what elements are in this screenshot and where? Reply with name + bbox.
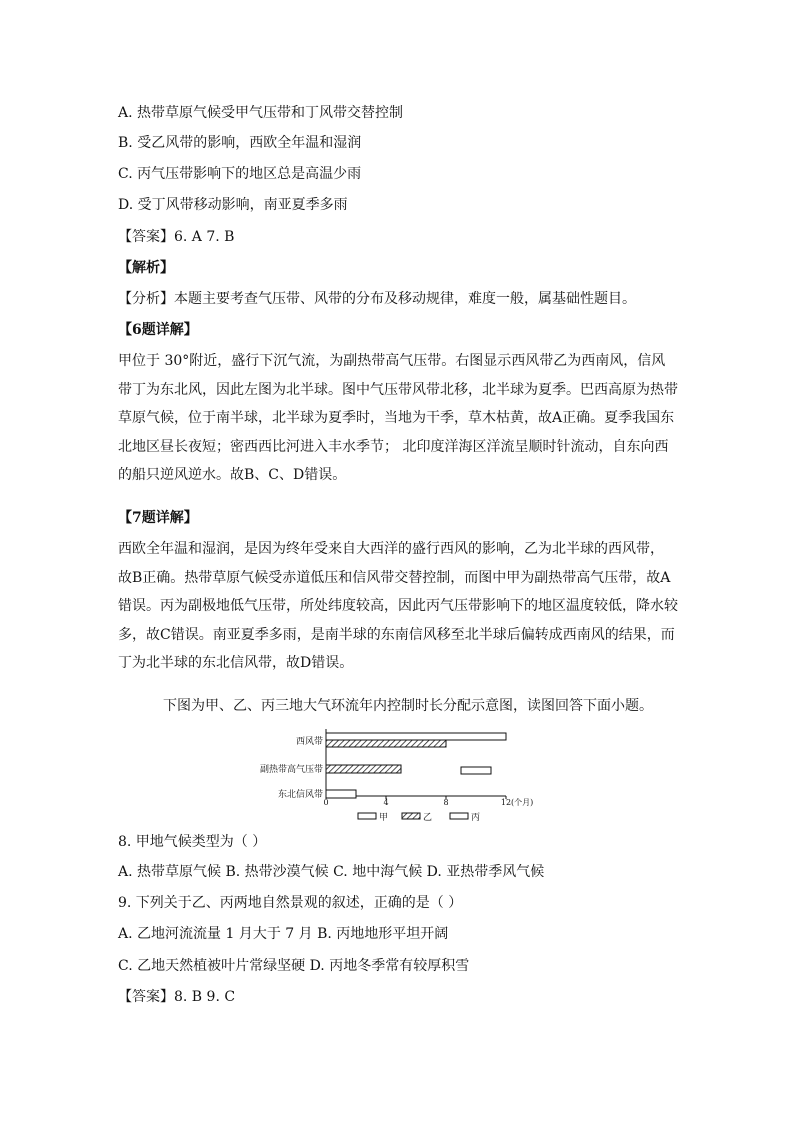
detail-7-heading: 【7题详解】 (118, 510, 198, 526)
detail-6-line: 北地区昼长夜短；密西西比河进入丰水季节； 北印度洋海区洋流呈顺时针流动，自东向西 (118, 438, 669, 455)
bar-segment-丙 (461, 767, 491, 774)
q6-option-b: B. 受乙风带的影响，西欧全年温和湿润 (118, 135, 362, 151)
category-label: 副热带高气压带 (259, 765, 323, 775)
figure-intro: 下图为甲、乙、丙三地大气环流年内控制时长分配示意图，读图回答下面小题。 (163, 698, 653, 714)
q6-option-d: D. 受丁风带移动影响，南亚夏季多雨 (118, 197, 348, 213)
legend-swatch-乙 (402, 813, 420, 819)
detail-6-line: 甲位于 30°附近，盛行下沉气流，为副热带高气压带。右图显示西风带乙为西南风，信风 (118, 353, 666, 369)
analysis-heading: 【解析】 (118, 260, 174, 276)
category-label: 西风带 (295, 737, 323, 747)
q9-options-ab: A. 乙地河流流量 1 月大于 7 月 B. 丙地地形平坦开阔 (118, 926, 449, 942)
detail-7-line: 错误。丙为副极地低气压带，所处纬度较高，因此丙气压带影响下的地区温度较低，降水较 (118, 598, 678, 614)
q6-option-a: A. 热带草原气候受甲气压带和丁风带交替控制 (118, 105, 404, 121)
x-tick-label: 4 (383, 798, 389, 807)
q9-stem: 9. 下列关于乙、丙两地自然景观的叙述，正确的是（ ） (118, 895, 463, 911)
climate-control-chart (240, 725, 560, 827)
detail-7-line: 多，故C错误。南亚夏季多雨，是南半球的东南信风移至北半球后偏转成西南风的结果，而 (118, 626, 675, 643)
detail-6-heading: 【6题详解】 (118, 322, 198, 338)
detail-6-line: 带丁为东北风，因此左图为北半球。图中气压带风带北移，北半球为夏季。巴西高原为热带 (118, 381, 678, 398)
bar-乙 (326, 765, 401, 773)
q6-option-c: C. 丙气压带影响下的地区总是高温少雨 (118, 166, 362, 182)
legend-label-甲: 甲 (379, 813, 389, 823)
x-tick-label: 0 (323, 798, 329, 807)
q8-options: A. 热带草原气候 B. 热带沙漠气候 C. 地中海气候 D. 亚热带季风气候 (118, 864, 545, 880)
bar-甲 (326, 790, 356, 798)
detail-6-line: 的船只逆风逆水。故B、C、D错误。 (118, 467, 347, 483)
x-unit-label: (个月) (511, 798, 534, 807)
legend-label-丙: 丙 (471, 813, 481, 823)
q8-stem: 8. 甲地气候类型为（ ） (118, 834, 267, 850)
analysis-text: 【分析】本题主要考查气压带、风带的分布及移动规律，难度一般，属基础性题目。 (118, 291, 636, 307)
answer-8-9: 【答案】8. B 9. C (118, 989, 236, 1005)
legend-label-乙: 乙 (423, 813, 433, 823)
detail-7-line: 丁为北半球的东北信风带，故D错误。 (118, 655, 354, 671)
detail-6-line: 草原气候，位于南半球，北半球为夏季时，当地为干季，草木枯黄，故A正确。夏季我国东 (118, 410, 675, 426)
q9-options-cd: C. 乙地天然植被叶片常绿坚硬 D. 丙地冬季常有较厚积雪 (118, 958, 470, 974)
detail-7-paragraph (118, 535, 678, 678)
answer-6-7: 【答案】6. A 7. B (118, 229, 235, 245)
legend-swatch-甲 (358, 813, 376, 819)
detail-7-line: 故B正确。热带草原气候受赤道低压和信风带交替控制，而图中甲为副热带高气压带，故A (118, 569, 671, 586)
legend-swatch-丙 (450, 813, 468, 819)
x-tick-label: 12 (500, 798, 512, 807)
detail-6-paragraph (118, 347, 678, 490)
detail-7-line: 西欧全年温和湿润，是因为终年受来自大西洋的盛行西风的影响，乙为北半球的西风带， (118, 541, 664, 557)
x-tick-label: 8 (443, 798, 449, 807)
category-label: 东北信风带 (277, 790, 323, 800)
bar-丙 (326, 733, 506, 740)
bar-乙 (326, 740, 446, 747)
